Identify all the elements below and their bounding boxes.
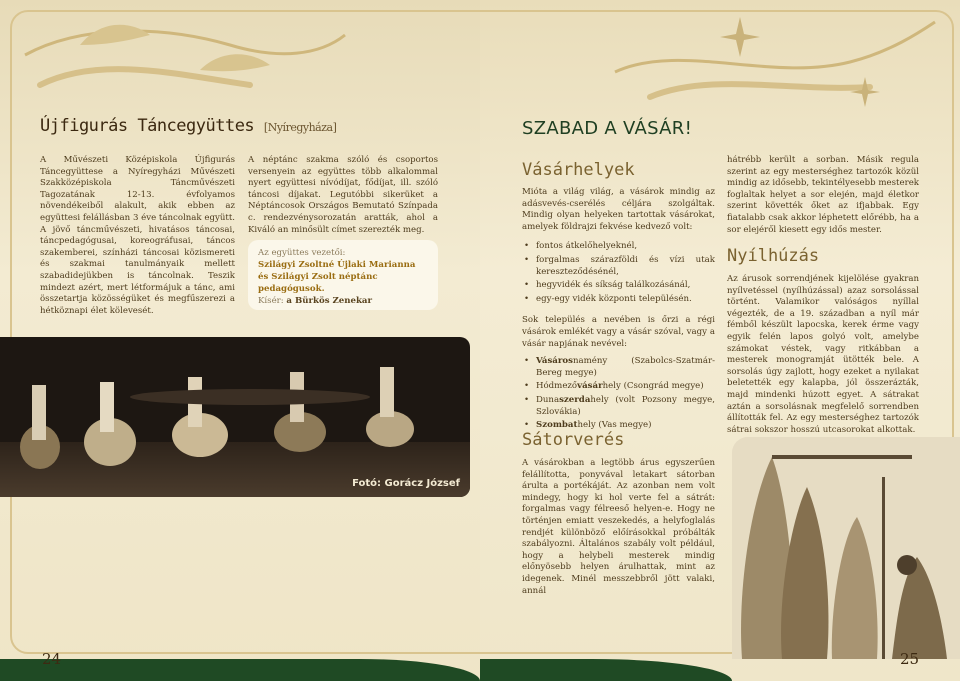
leaders-box	[248, 240, 438, 310]
list-item: • hegyvidék és síkság találkozásánál,	[536, 280, 715, 292]
footer-bar	[0, 659, 480, 681]
satorveres-continued: hátrébb került a sorban. Másik regula szerint az egy mesterséghez tartozók közül mindig az idősebb, tekintélyesebb mesterek foglaltak helyet a sor elején, majd életkor szerint követték őket az ifjabbak. Egy fiatalabb csak akkor léphetett előrébb, ha a sor elejéről kiesett egy idős mester.	[727, 155, 919, 235]
list-item: • Hódmezővásárhely (Csongrád megye)	[536, 381, 715, 393]
page-number: 25	[900, 650, 920, 668]
list-item: • forgalmas szárazföldi és vízi utak kereszteződésénél,	[536, 255, 715, 278]
section-title-nyilhuzas: Nyílhúzás	[727, 246, 820, 266]
right-column	[727, 155, 919, 242]
list-item: • fontos átkelőhelyeknél,	[536, 241, 715, 253]
nyilhuzas-column	[727, 274, 919, 442]
photo-credit: Fotó: Gorácz József	[352, 478, 460, 489]
intro-column	[40, 155, 235, 323]
dance-photo	[0, 337, 470, 497]
page-number: 24	[42, 650, 62, 668]
list-item: • Vásárosnamény (Szabolcs-Szatmár-Bereg megye)	[536, 356, 715, 379]
title-location: [Nyíregyháza]	[263, 121, 337, 134]
list-item: • egy-egy vidék központi településén.	[536, 294, 715, 306]
accompanist-label: Kísér:	[258, 296, 284, 306]
page-title: Újfigurás Táncegyüttes [Nyíregyháza]	[40, 116, 337, 136]
leaders-label: Az együttes vezetői:	[258, 248, 346, 258]
vasarhelyek-column	[522, 187, 715, 434]
accompanist-name: a Bürkös Zenekar	[286, 296, 373, 306]
floral-ornament	[610, 12, 940, 112]
location-list	[522, 241, 715, 305]
awards-paragraph: A néptánc szakma szóló és csoportos versenyein az együttes több alkalommal nyert együttesi nívódíjat, fődíjat, ill. szóló táncosi díjakat. Legutóbbi sikerüket a Néptáncosok Országos Bemutató Színpada c. rendezvénysorozatán aratták, ahol a Kiváló an minősült címet szerezték meg.	[248, 155, 438, 235]
right-page	[480, 0, 960, 681]
market-photo	[732, 437, 960, 659]
satorveres-text: A vásárokban a legtöbb árus egyszerűen felállította, ponyvával letakart sátorban árulta a portékáját. Az azonban nem volt mindegy, hogy ki hol verte fel a sátrát: forgalmas vagy félreeső helyen-e. Hogy ne történjen emiatt veszekedés, a helyfoglalás rendjét különböző előírásokkal próbálták szabályozni. Általános szabály volt például, hogy a helybeli mesterek mindig előnyösebb helyen árulhattak, mint az idegenek. Minél messzebbről jött valaki, annál	[522, 458, 715, 596]
vasarhelyek-intro: Mióta a világ világ, a vásárok mindig az adásvevés-cserélés céljára szolgáltak. Mindig olyan helyeken tartottak vásárokat, amelyek földrajzi fekvése kedvező volt:	[522, 187, 715, 232]
leaders-names: Szilágyi Zsoltné Újlaki Marianna és Szilágyi Zsolt néptánc pedagógusok.	[258, 260, 416, 294]
list-item: • Dunaszerdahely (volt Pozsony megye, Szlovákia)	[536, 395, 715, 418]
place-names-intro: Sok település a nevében is őrzi a régi vásárok emlékét vagy a vásár szóval, vagy a vásár napjának nevével:	[522, 315, 715, 349]
place-list	[522, 356, 715, 432]
main-heading: SZABAD A VÁSÁR!	[522, 118, 693, 139]
nyilhuzas-text: Az árusok sorrendjének kijelölése gyakran nyílvetéssel (nyílhúzással) azaz sorsolással történt. Valamikor valóságos nyíllal végezték, de a 19. században a nyíl már fémből készült lapocska, kerek érme vagy egyik felén lapos golyó volt, amelybe számokat véstek, vagy ritkábban a mesterek monogramját ütötték bele. A sorsolás úgy zajlott, hogy ezeket a nyilakat beletették egy kalapba, jól összerázták, majd mindenki húzott egyet. A sátrakat aztán a sorsolásnak megfelelő sorrendben állították fel. Az egy mesterséghez tartozók sátrai sokszor hosszú utcasorokat alkottak.	[727, 274, 919, 435]
section-title-vasarhelyek: Vásárhelyek	[522, 160, 635, 180]
intro-paragraph: A Művészeti Középiskola Újfigurás Táncegyüttese a Nyíregyházi Művészeti Szakközépiskola Táncművészeti Tagozatának 12-13. évfolyamos növendékeiből alakult, akik ebben az együttesi felállásban 3 éve táncolnak együtt. A jövő táncművészeti, hivatásos táncosai, táncpedagógusai, koreográfusai, táncos szakemberei, színházi táncosai közismereti és szakmai tanulmányaik mellett szabadidejükben is táncolnak. Teszik mindezt azért, mert létformájuk a tánc, ami összetartja közösségüket és megfűszerezi a hétköznapi élet kölevesét.	[40, 155, 235, 316]
floral-ornament	[20, 15, 350, 100]
awards-column	[248, 155, 438, 242]
page-frame	[10, 10, 480, 654]
list-item: • Szombathely (Vas megye)	[536, 420, 715, 432]
footer-bar	[480, 659, 732, 681]
section-title-satorveres: Sátorverés	[522, 430, 625, 450]
satorveres-column	[522, 458, 715, 603]
